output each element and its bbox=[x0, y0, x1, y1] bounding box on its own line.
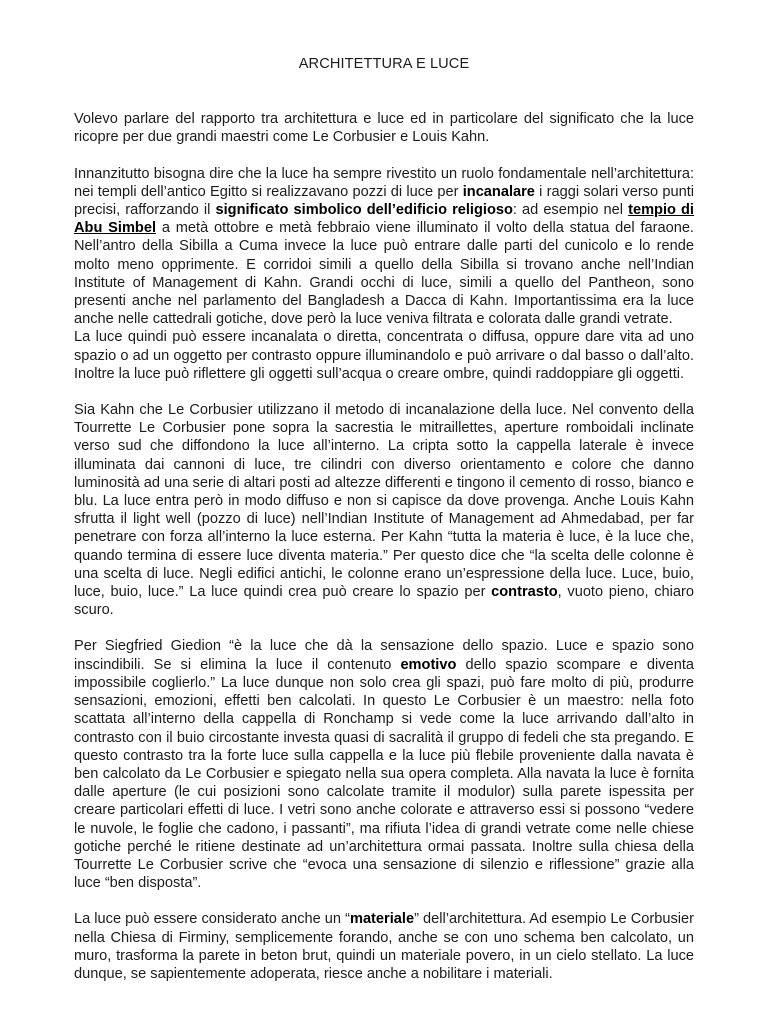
paragraph-light-types bbox=[74, 328, 694, 383]
text-run: Innanzitutto bisogna dire che la luce ha sempre rivestito un ruolo fondamentale nell’architettura: nei templi dell’antico Egitto si realizzavano pozzi di luce per bbox=[74, 165, 694, 200]
document-page bbox=[74, 55, 694, 1001]
paragraph-giedion bbox=[74, 637, 694, 892]
emphasized-text: emotivo bbox=[400, 656, 457, 673]
emphasized-text: tempio di Abu Simbel bbox=[74, 202, 694, 237]
text-run: a metà ottobre e metà febbraio viene illuminato il volto della statua del faraone. Nell’antro della Sibilla a Cuma invece la luce può entrare dalle parti del cunicolo e lo rende molto meno opprimente. E corridoi simili a quello della Sibilla si trovano anche nell’Indian Institute of Management di Kahn. Grandi occhi di luce, simili a quello del Pantheon, sono presenti anche nel parlamento del Bangladesh a Dacca di Kahn. Importantissima era la luce anche nelle cattedrali gotiche, dove però la luce veniva filtrata e colorata dalle grandi vetrate. bbox=[74, 220, 694, 328]
text-run: La luce quindi può essere incanalata o diretta, concentrata o diffusa, oppure dare vita ad uno spazio o ad un oggetto per contrasto oppure illuminandolo e può arrivare o dal basso o dall’alto. Inoltre la luce può riflettere gli oggetti sull’acqua o creare ombre, quindi raddoppiare gli oggetti. bbox=[74, 329, 694, 382]
emphasized-text: significato simbolico dell’edificio religioso bbox=[215, 202, 513, 219]
text-run: , vuoto pieno, chiaro scuro. bbox=[74, 584, 694, 619]
paragraph-history bbox=[74, 165, 694, 329]
text-run: La luce può essere considerato anche un “ bbox=[74, 911, 350, 928]
text-run: Per Siegfried Giedion “è la luce che dà la sensazione dello spazio. Luce e spazio sono inscindibili. Se si elimina la luce il contenuto bbox=[74, 638, 694, 673]
text-run: dello spazio scompare e diventa impossibile coglierlo.” La luce dunque non solo crea gli spazi, può fare molto di più, produrre sensazioni, emozioni, effetti ben calcolati. In questo Le Corbusier è un maestro: nella foto scattata all’interno della cappella di Ronchamp si vede come la luce arrivando dall’alto in contrasto con il buio circostante investa quasi di sacralità il gruppo di fedeli che sta pregando. E questo contrasto tra la forte luce sulla cappella e la luce più flebile proveniente dalla navata è ben calcolato da Le Corbusier e spiegato nella sua opera completa. Alla navata la luce è fornita dalle aperture (le cui posizioni sono calcolate tramite il modulor) sulla parete ispessita per creare particolari effetti di luce. I vetri sono anche colorate e attraverso essi si possono “vedere le nuvole, le foglie che cadono, i passanti”, ma rifiuta l’idea di grandi vetrate come nelle chiese gotiche perché le ritiene destinate ad un’architettura ormai passata. Inoltre sulla chiesa della Tourrette Le Corbusier scrive che “evoca una sensazione di silenzio e riflessione” grazie alla luce “ben disposta”. bbox=[74, 656, 694, 892]
paragraph-kahn-corbusier bbox=[74, 401, 694, 619]
paragraph-intro bbox=[74, 110, 694, 146]
text-run: : ad esempio nel bbox=[512, 202, 629, 219]
emphasized-text: materiale bbox=[349, 911, 415, 928]
emphasized-text: contrasto bbox=[491, 584, 558, 601]
text-run: ” dell’architettura. Ad esempio Le Corbusier nella Chiesa di Firminy, semplicemente forando, anche se con uno schema ben calcolato, un muro, trasforma la parete in beton brut, quindi un materiale povero, in un cielo stellato. La luce dunque, se sapientemente adoperata, riesce anche a nobilitare i materiali. bbox=[74, 911, 695, 982]
paragraph-material bbox=[74, 910, 694, 983]
text-run: i raggi solari verso punti precisi, rafforzando il bbox=[74, 183, 694, 219]
text-run: Sia Kahn che Le Corbusier utilizzano il metodo di incanalazione della luce. Nel convento della Tourrette Le Corbusier pone sopra la sacrestia le mitraillettes, aperture romboidali inclinate verso sud che diffondono la luce all’interno. La cripta sotto la cappella laterale è invece illuminata dai cannoni di luce, tre cilindri con diverso orientamento e colore che danno luminosità ad una serie di altari posti ad altezze differenti e tingono il cemento di rosso, bianco e blu. La luce entra però in modo diffuso e non si capisce da dove provenga. Anche Louis Kahn sfrutta il light well (pozzo di luce) nell’Indian Institute of Management ad Ahmedabad, per far penetrare con forza all’interno la luce esterna. Per Kahn “tutta la materia è luce, è la luce che, quando termina di essere luce diventa materia.” Per questo dice che “la scelta delle colonne è una scelta di luce. Negli edifici antichi, le colonne erano un’espressione della luce. Luce, buio, luce, buio, luce.” La luce quindi crea può creare lo spazio per bbox=[74, 402, 694, 601]
emphasized-text: incanalare bbox=[462, 183, 535, 200]
text-run: Volevo parlare del rapporto tra architettura e luce ed in particolare del significato che la luce ricopre per due grandi maestri come Le Corbusier e Louis Kahn. bbox=[74, 111, 694, 146]
document-title: ARCHITETTURA E LUCE bbox=[298, 56, 470, 72]
